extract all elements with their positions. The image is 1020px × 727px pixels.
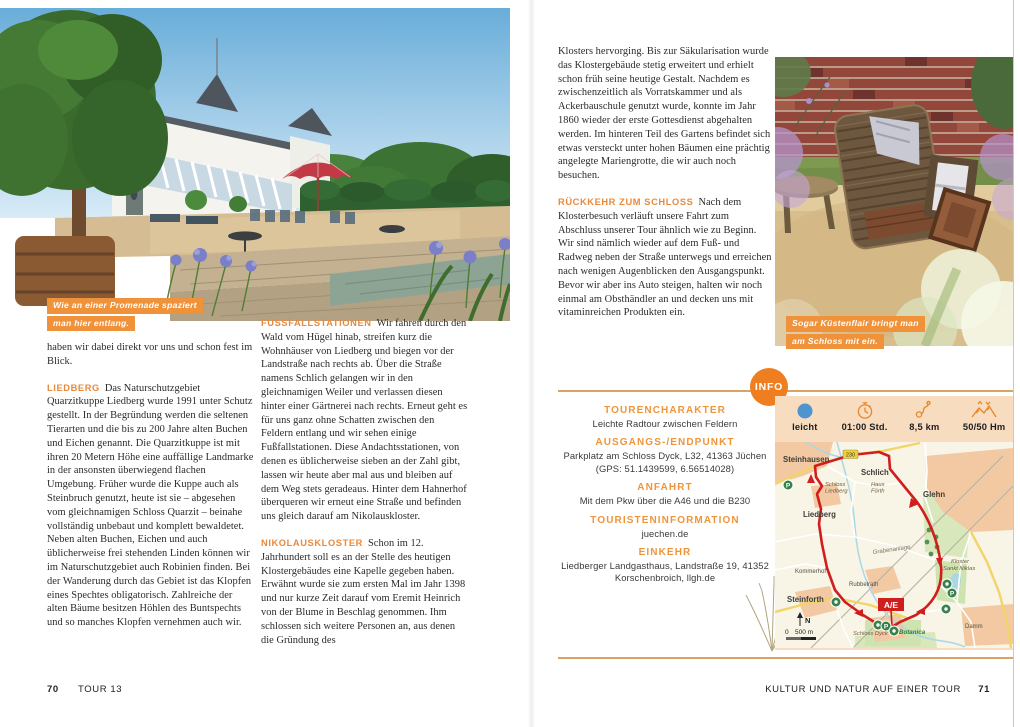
difficulty-dot-icon [795, 400, 815, 420]
map-label-steinforth: Steinforth [787, 595, 824, 604]
photo-caption-left [47, 298, 203, 333]
page-edge-line [1013, 0, 1014, 727]
terrace-photo-illustration [0, 8, 510, 321]
map-label-kommerhof: Kommerhof [795, 569, 827, 575]
svg-text:P: P [883, 623, 889, 631]
caption-line: Wie an einer Promenade spaziert [47, 298, 203, 314]
info-list [558, 404, 772, 591]
photo-caption-right [786, 316, 925, 351]
map-label-schlich: Schlich [861, 468, 889, 477]
left-column-2 [261, 317, 468, 660]
left-page-footer [47, 684, 122, 695]
map-label-botanica: Botanica [899, 629, 926, 636]
svg-text:P: P [949, 590, 955, 598]
map-label-haus-foerth: Förth [871, 488, 885, 495]
info-value: Mit dem Pkw über die A46 und die B230 [579, 495, 751, 507]
section-nikolauskloster [261, 537, 468, 647]
map-label-kloster: Sankt Niklas [943, 566, 976, 572]
section-body: Wir fahren durch den Wald vom Hügel hinab, streifen kurz die Wohnhäuser von Liedberg und biegen vor der Landstraße nach rechts ab. Über die Straße namens Schlich gelangen wir in den gleichnamigen Weiler und verlassen diesen hinter einer Gärtnerei nach rechts. Erneut geht es für uns ganz ohne Schatten zwischen den Feldern entlang und wir sehen einige Fußfallstationen. Diese Andachtsstationen, von denen es üblicherweise sieben an der Zahl gibt, lassen wir heute aber mal aus und bleiben auf dem Weg stets geradeaus. Hinter dem Hahnerhof überqueren wir erneut eine Straße und befinden uns gleich darauf am Nikolauskloster. [261, 318, 468, 523]
map-label-schloss-liedberg: Schloss [825, 482, 846, 488]
map-label-damm: Damm [965, 624, 983, 630]
right-page-footer [765, 684, 990, 695]
footer-label: KULTUR UND NATUR AUF EINER TOUR [765, 684, 961, 695]
section-body: Nach dem Klosterbesuch verläuft unsere Fahrt zum Abschluss unserer Tour ähnlich wie zu Beginn. Wir sind nämlich wieder auf dem Fuß- und Radweg neben der Straße unterwegs und erreichen nach wenigen Augenblicken den Ausgangspunkt. Bevor wir aber ins Auto steigen, halten wir noch einmal am Obsthändler an und decken uns mit vitaminreichen Produkten ein. [558, 196, 772, 319]
map-label-liedberg: Liedberg [803, 510, 836, 519]
road-badge-label: 230 [845, 452, 856, 459]
intro-paragraph [47, 341, 254, 369]
section-body: Das Naturschutzgebiet Quarzitkuppe Liedberg wurde 1991 unter Schutz gestellt. In der Begründung werden die seltenen Tierarten und die bis zu 200 Jahre alten Buchen und Eichen genannt. Die Quarzitkuppe ist mit ihren 20 Metern Höhe eine auffällige Landmarke in der ansonsten überwiegend flachen Umgebung. Früher wurde die Kuppe auch als Steinbruch genutzt, heute ist sie – abgesehen vom gleichnamigen Schloss Quarzit – beinahe vollständig unbebaut und komplett bewaldetet. Neben alten Buchen, Eichen und auch üblicherweise frei stehenden Linden können wir im Naturschutzgebiet auch Robinien finden. Bei der Wanderung durch das Gebiet ist das Klopfen eines Spechtes obligatorisch. Zahlreiche der alten Bäume besitzen Höhlen des Buntspechts und so manches Klopfen vernehmen auch wir. [47, 382, 254, 629]
map-label-haus-foerth: Haus [871, 482, 885, 488]
marker-label: A/E [883, 600, 899, 610]
section-liedberg [47, 382, 254, 630]
tour-stats-row [775, 396, 1014, 442]
road-badge [843, 450, 858, 459]
caption-line: Sogar Küstenflair bringt man [786, 316, 925, 332]
right-column [558, 45, 772, 333]
info-item [558, 404, 772, 430]
map-label-steinhausen: Steinhausen [783, 455, 830, 464]
info-badge: INFO [750, 368, 788, 406]
left-column-1 [47, 341, 254, 643]
stat-value: leicht [792, 422, 818, 432]
map-label-rubbelrath: Rubbelrath [849, 582, 879, 588]
tour-map-block [775, 396, 1014, 650]
map-label-schloss-liedberg: Liedberg [825, 488, 848, 495]
stat-value: 8,5 km [909, 422, 940, 432]
map-label-schloss-dyck: Schloss Dyck [853, 631, 888, 637]
page-gutter-shadow [528, 0, 535, 727]
continuation-paragraph [558, 45, 772, 183]
info-value: juechen.de [641, 527, 689, 539]
footer-label: TOUR 13 [78, 684, 123, 695]
page-number: 71 [978, 684, 990, 695]
stat-duration [835, 400, 895, 442]
section-body: Schon im 12. Jahrhundert soll es an der Stelle des heutigen Klostergebäudes eine Kapelle gegeben haben. Erwähnt wurde sie zum ersten Mal im Jahr 1398 und nur kurze Zeit darauf vom Eremit Heinrich von der Blume in Beschlag genommen. Ihm schlossen sich weitere Personen an, aus denen die Gründung des [261, 537, 466, 646]
map-label-glehn: Glehn [923, 490, 946, 499]
info-label: TOURISTENINFORMATION [590, 514, 740, 526]
info-value: Leichte Radtour zwischen Feldern [592, 418, 738, 429]
intro-text: haben wir dabei direkt vor uns und schon fest im Blick. [47, 342, 253, 367]
page-number: 70 [47, 684, 59, 695]
info-label: ANFAHRT [637, 482, 693, 494]
section-heading: RÜCKKEHR ZUM SCHLOSS [558, 196, 694, 207]
section-heading: LIEDBERG [47, 382, 100, 393]
strandkorb-photo-illustration [775, 57, 1014, 346]
info-label: AUSGANGS-/ENDPUNKT [595, 437, 735, 449]
section-fussfallstationen [261, 317, 468, 524]
svg-text:P: P [785, 482, 791, 490]
info-item [558, 546, 772, 585]
map-label-kloster: Kloster [951, 559, 970, 565]
info-value: Parkplatz am Schloss Dyck, L32, 41363 Jüchen (GPS: 51.1439599, 6.56514028) [563, 450, 767, 474]
info-item [558, 436, 772, 475]
potted-tree [0, 10, 168, 306]
continuation-text: Klosters hervorging. Bis zur Säkularisation wurde das Klostergebäude stetig erweitert und erhielt schon früh seine heutige Gestalt. Nachdem es zwischenzeitlich als Vorratskammer und als Ackerbauschule genutzt wurde, konnte im Jahr 1860 wieder der erste Gottesdienst abgehalten werden. Im hinteren Teil des Gartens befindet sich etwas versteckt unter hohen Bäumen eine prächtig angelegte Mariengrotte, die wir auch noch besuchen. [558, 46, 771, 182]
stat-value: 01:00 Std. [841, 422, 888, 432]
section-heading: NIKOLAUSKLOSTER [261, 537, 363, 548]
terrace-photo [0, 8, 510, 321]
compass-label: N [805, 616, 811, 625]
info-item [558, 481, 772, 507]
scale-zero: 0 [785, 629, 789, 636]
stopwatch-icon [855, 400, 875, 420]
stat-elevation [954, 400, 1014, 442]
strandkorb-photo [775, 57, 1014, 346]
section-rueckkehr [558, 196, 772, 320]
section-heading: FUSSFALLSTATIONEN [261, 318, 372, 328]
stat-distance [895, 400, 955, 442]
info-value: Liedberger Landgasthaus, Landstraße 19, 41352 Korschenbroich, llgh.de [561, 560, 769, 584]
scale-label: 500 m [795, 629, 814, 636]
caption-line: am Schloss mit ein. [786, 334, 884, 350]
stat-difficulty [775, 400, 835, 442]
elevation-icon [971, 400, 997, 420]
info-label: TOURENCHARAKTER [604, 405, 726, 416]
info-item [558, 514, 772, 540]
route-distance-icon [913, 400, 935, 420]
caption-line: man hier entlang. [47, 316, 135, 332]
tour-map [775, 442, 1014, 648]
info-divider-bottom [558, 657, 1013, 659]
stat-value: 50/50 Hm [962, 422, 1006, 432]
info-label: EINKEHR [638, 547, 692, 559]
map-label-grabenanlage: Grabenanlage [872, 544, 911, 556]
